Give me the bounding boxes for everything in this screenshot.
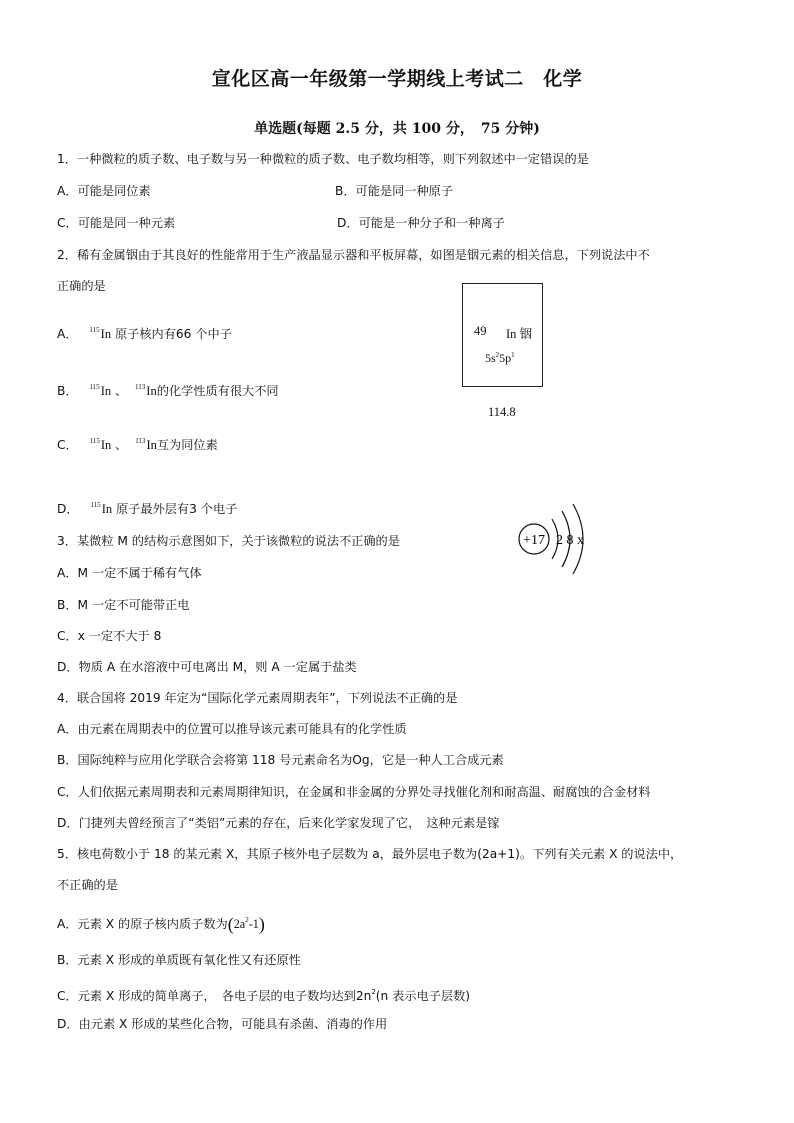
- q3-stem: 3．某微粒 M 的结构示意图如下，关于该微粒的说法不正确的是: [57, 534, 400, 548]
- mass-number: 115: [89, 437, 100, 445]
- isotope-notation: [89, 327, 111, 341]
- mass-number: 113: [135, 383, 146, 391]
- element-symbol: In: [100, 384, 112, 398]
- q1-option-d: D．可能是一种分子和一种离子: [337, 216, 505, 230]
- option-text: 原子最外层有3 个电子: [116, 502, 238, 516]
- formula-part: -1: [248, 917, 259, 931]
- atomic-mass: 114.8: [488, 405, 516, 419]
- element-symbol: In: [146, 438, 157, 452]
- config-sup: 1: [511, 351, 515, 359]
- mass-number: 115: [90, 501, 101, 509]
- option-label: B．: [57, 384, 78, 398]
- mass-number: 115: [89, 326, 100, 334]
- q5-option-b: B．元素 X 形成的单质既有氧化性又有还原性: [57, 953, 301, 967]
- config-part: 5s: [485, 351, 496, 365]
- q4-option-d: D．门捷列夫曾经预言了“类铝”元素的存在，后来化学家发现了它， 这种元素是镓: [57, 816, 500, 830]
- q2-option-c: [57, 433, 218, 453]
- mass-number: 113: [135, 437, 146, 445]
- atomic-structure-diagram: [516, 500, 598, 580]
- q5-option-a: [57, 912, 265, 932]
- element-symbol-name: In 铟: [506, 327, 533, 341]
- option-text: C．元素 X 形成的简单离子， 各电子层的电子数均达到2n: [57, 989, 372, 1003]
- q1-stem: 1．一种微粒的质子数、电子数与另一种微粒的质子数、电子数均相等，则下列叙述中一定错误的是: [57, 152, 589, 166]
- proton-count-formula: [227, 914, 265, 934]
- option-text: 的化学性质有很大不同: [156, 384, 279, 398]
- option-text: 互为同位素: [156, 438, 218, 452]
- option-label: A．: [57, 327, 78, 341]
- q3-option-a: A．M 一定不属于稀有气体: [57, 566, 202, 580]
- exponent: 2: [371, 988, 376, 996]
- q5-stem-line1: 5．核电荷数小于 18 的某元素 X，其原子核外电子层数为 a，最外层电子数为(2a+1)。下列有关元素 X 的说法中，: [57, 847, 683, 861]
- option-text: 原子核内有66 个中子: [114, 327, 232, 341]
- q4-stem: 4．联合国将 2019 年定为“国际化学元素周期表年”，下列说法不正确的是: [57, 691, 458, 705]
- q2-stem-line1: 2．稀有金属铟由于其良好的性能常用于生产液晶显示器和平板屏幕，如图是铟元素的相关信息，下列说法中不: [57, 248, 650, 262]
- config-part: 5p: [499, 351, 512, 365]
- shell-electron-counts: 2 8 x: [556, 533, 584, 548]
- q2-option-a: [57, 322, 232, 342]
- q2-stem-line2: 正确的是: [57, 279, 106, 293]
- mass-number: 115: [89, 383, 100, 391]
- q4-option-c: C．人们依据元素周期表和元素周期律知识，在金属和非金属的分界处寻找催化剂和耐高温、耐腐蚀的合金材料: [57, 785, 651, 799]
- element-symbol: In: [100, 327, 112, 341]
- q1-option-b: B．可能是同一种原子: [335, 184, 454, 198]
- element-symbol: In: [101, 502, 113, 516]
- element-info-box: [462, 283, 543, 387]
- formula-part: 2a: [233, 917, 246, 931]
- option-label: C．: [57, 438, 78, 452]
- q3-option-d: D．物质 A 在水溶液中可电离出 M，则 A 一定属于盐类: [57, 660, 357, 674]
- isotope-notation-2: [135, 384, 157, 398]
- q3-option-b: B．M 一定不可能带正电: [57, 598, 190, 612]
- q2-option-b: [57, 379, 279, 399]
- paren-close: ): [258, 914, 265, 934]
- option-label: D．: [57, 502, 79, 516]
- isotope-notation-1: [89, 384, 111, 398]
- section-subtitle: 单选题(每题 2.5 分，共 100 分， 75 分钟): [254, 121, 540, 137]
- atomic-number: 49: [474, 324, 487, 338]
- exam-title: 宣化区高一年级第一学期线上考试二 化学: [211, 68, 583, 90]
- q5-option-c: [57, 984, 470, 1004]
- option-text: A．元素 X 的原子核内质子数为: [57, 917, 228, 931]
- isotope-notation-2: [135, 438, 157, 452]
- q4-option-a: A．由元素在周期表中的位置可以推导该元素可能具有的化学性质: [57, 722, 407, 736]
- isotope-notation: [90, 502, 112, 516]
- q5-stem-line2: 不正确的是: [57, 878, 118, 892]
- nucleus-charge: +17: [523, 533, 545, 548]
- electron-configuration: [485, 351, 515, 366]
- formula-exponent: 2: [245, 916, 249, 924]
- q5-option-d: D．由元素 X 形成的某些化合物，可能具有杀菌、消毒的作用: [57, 1017, 388, 1031]
- element-symbol: In: [146, 384, 157, 398]
- q3-option-c: C．x 一定不大于 8: [57, 629, 162, 643]
- config-sup: 2: [495, 351, 500, 359]
- separator: 、: [115, 438, 128, 452]
- q4-option-b: B．国际纯粹与应用化学联合会将第 118 号元素命名为Og，它是一种人工合成元素: [57, 753, 504, 767]
- isotope-notation-1: [90, 438, 112, 452]
- q2-option-d: [57, 497, 237, 517]
- q1-option-a: A．可能是同位素: [57, 184, 151, 198]
- element-symbol: In: [100, 438, 112, 452]
- separator: 、: [114, 384, 128, 398]
- option-text-suffix: (n 表示电子层数): [375, 989, 471, 1003]
- q1-option-c: C．可能是同一种元素: [57, 216, 176, 230]
- paren-open: (: [227, 914, 234, 934]
